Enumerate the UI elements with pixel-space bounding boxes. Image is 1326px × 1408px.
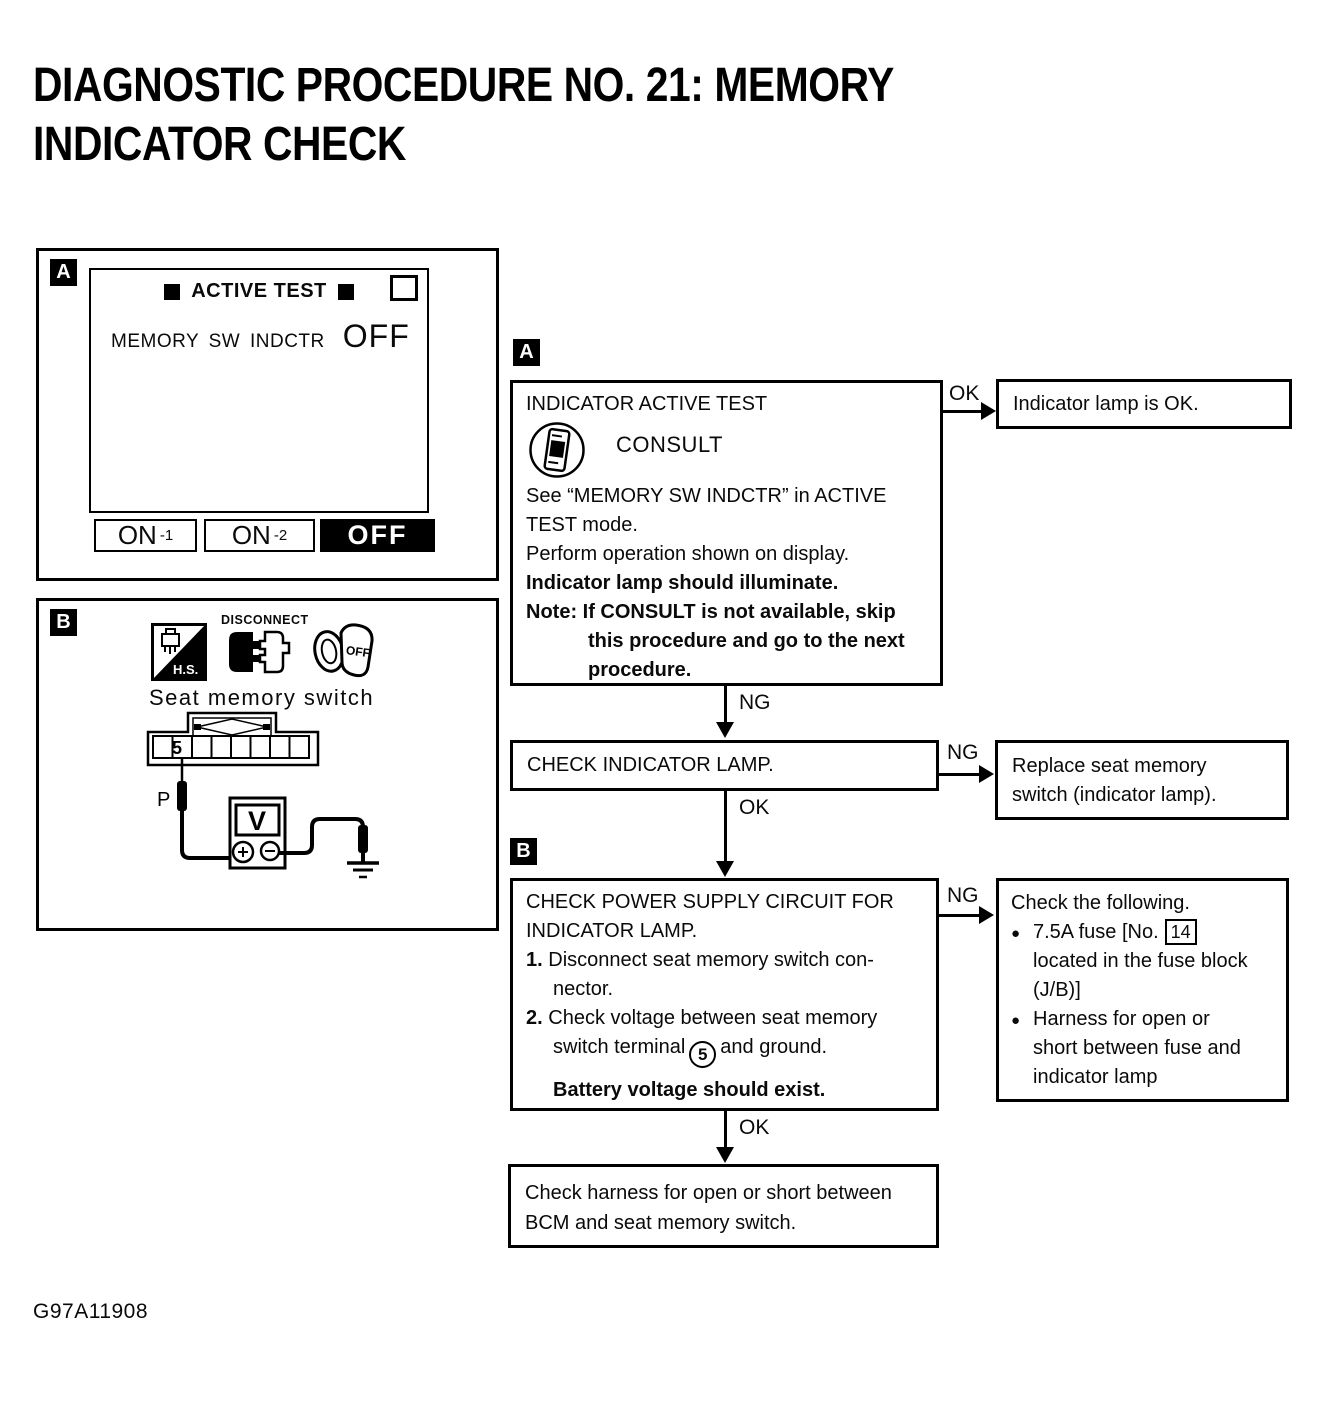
- screen-param-row: [111, 318, 410, 355]
- off-button-text: OFF: [347, 520, 408, 550]
- step3-title-line: INDICATOR LAMP.: [526, 920, 698, 942]
- consult-device-icon: [528, 421, 586, 479]
- plug-right-half: [260, 632, 289, 672]
- black-square-icon: [164, 284, 180, 300]
- ng-label: NG: [947, 741, 979, 764]
- terminal-number: 5: [171, 738, 183, 758]
- arrow-right-icon: [981, 402, 996, 420]
- black-square-icon: [338, 284, 354, 300]
- step3-item2-line: switch terminal 5 and ground.: [526, 1033, 924, 1068]
- disconnect-label: DISCONNECT: [221, 613, 309, 627]
- ng-label: NG: [739, 691, 771, 714]
- bullet-icon: ●: [1011, 925, 1021, 942]
- step3-item2-line: 2. Check voltage between seat memory: [526, 1007, 878, 1029]
- flow-result2-box: [995, 740, 1289, 820]
- result3-bullet-item: ● 7.5A fuse [No. 14 located in the fuse block (J/B)]: [1011, 918, 1276, 1005]
- page-title-line2: INDICATOR CHECK: [33, 118, 406, 171]
- ok-label: OK: [739, 1116, 770, 1139]
- consult-label: CONSULT: [616, 432, 723, 457]
- step3-title-line: CHECK POWER SUPPLY CIRCUIT FOR: [526, 891, 894, 913]
- step1-note-line: Note: If CONSULT is not available, skip: [526, 601, 896, 623]
- screen-header-text: ACTIVE TEST: [191, 280, 327, 302]
- probe-label: P: [157, 789, 171, 811]
- ng-label: NG: [947, 884, 979, 907]
- voltmeter-label: V: [247, 806, 267, 836]
- fuse-number-box: 14: [1165, 919, 1197, 945]
- step4-line: Check harness for open or short between: [525, 1182, 892, 1204]
- step4-line: BCM and seat memory switch.: [525, 1212, 797, 1234]
- ignition-key-off-icon: [311, 619, 377, 681]
- step2-text: CHECK INDICATOR LAMP.: [527, 754, 774, 776]
- figure-b-panel: [36, 598, 499, 931]
- plug-left-half: [229, 632, 259, 672]
- hs-connector-glyph: [162, 634, 179, 646]
- result3-intro: Check the following.: [1011, 892, 1190, 914]
- param-label: MEMORY SW INDCTR: [111, 331, 325, 352]
- connector-line: [724, 1111, 727, 1151]
- ok-label: OK: [949, 382, 980, 405]
- consult-row: [528, 421, 928, 481]
- bullet-icon: ●: [1011, 1012, 1021, 1029]
- figure-b-tag: B: [50, 609, 77, 636]
- result2-line: switch (indicator lamp).: [1012, 784, 1217, 806]
- step1-note-line: this procedure and go to the next: [588, 630, 905, 652]
- step1-line: Perform operation shown on display.: [526, 543, 850, 565]
- disconnect-icon-group: [221, 613, 309, 675]
- step3-item1-line: nector.: [553, 978, 614, 1000]
- connector-line: [939, 914, 981, 917]
- measurement-circuit-diagram: [139, 705, 409, 895]
- arrow-down-icon: [716, 861, 734, 877]
- disconnect-icon: [225, 629, 293, 675]
- result3-bullet-item: ● Harness for open or short between fuse and indicator lamp: [1011, 1005, 1276, 1092]
- hs-tool-icon: [151, 623, 207, 681]
- step1-line: TEST mode.: [526, 514, 638, 536]
- on1-button-text: ON: [117, 520, 157, 550]
- param-value: OFF: [342, 318, 410, 354]
- on2-button-sub: -2: [273, 527, 288, 544]
- probe-wire: [182, 811, 233, 858]
- connector-line: [724, 791, 727, 865]
- flow-section-b-tag: B: [510, 838, 537, 865]
- on1-button-sub: -1: [159, 527, 174, 544]
- flow-step2-box: [510, 740, 939, 791]
- consult-off-button[interactable]: [320, 519, 435, 552]
- figure-a-panel: [36, 248, 499, 581]
- flow-step1-box: [510, 380, 943, 686]
- flow-result1-box: [996, 379, 1292, 429]
- arrow-right-icon: [979, 906, 994, 924]
- flow-step4-box: [508, 1164, 939, 1248]
- terminal-5-circle: 5: [689, 1041, 716, 1068]
- step1-bold-line: Indicator lamp should illuminate.: [526, 572, 839, 594]
- step1-line: See “MEMORY SW INDCTR” in ACTIVE: [526, 485, 887, 507]
- ground-wire: [279, 819, 363, 862]
- flow-step3-box: [510, 878, 939, 1111]
- connector-line: [943, 410, 983, 413]
- connector-line: [939, 773, 981, 776]
- figure-a-tag: A: [50, 259, 77, 286]
- result1-text: Indicator lamp is OK.: [1013, 392, 1199, 415]
- step3-item1-line: 1. Disconnect seat memory switch con-: [526, 949, 874, 971]
- result2-line: Replace seat memory: [1012, 755, 1207, 777]
- step3-item2-number: 2.: [526, 1007, 543, 1029]
- arrow-down-icon: [716, 1147, 734, 1163]
- step3-emphasis: Battery voltage should exist.: [553, 1079, 826, 1101]
- screen-header: [91, 270, 427, 303]
- hs-icon-label: H.S.: [173, 662, 199, 677]
- figure-code: G97A11908: [33, 1300, 149, 1323]
- consult-on1-button[interactable]: [94, 519, 197, 552]
- test-probe: [177, 781, 187, 811]
- step1-title: INDICATOR ACTIVE TEST: [526, 393, 768, 415]
- key-off-label: OFF: [345, 643, 371, 661]
- on2-button-text: ON: [231, 520, 271, 550]
- consult-on2-button[interactable]: [204, 519, 315, 552]
- connector-line: [724, 686, 727, 726]
- flow-section-a-tag: A: [513, 339, 540, 366]
- page-title: [33, 56, 894, 174]
- page-title-line1: DIAGNOSTIC PROCEDURE NO. 21: MEMORY: [33, 59, 894, 112]
- arrow-down-icon: [716, 722, 734, 738]
- arrow-right-icon: [979, 765, 994, 783]
- screen-checkbox: [390, 275, 418, 301]
- ok-label: OK: [739, 796, 770, 819]
- ground-probe: [358, 825, 368, 853]
- consult-screen: [89, 268, 429, 513]
- flow-result3-box: [996, 878, 1289, 1102]
- step3-item1-number: 1.: [526, 949, 543, 971]
- step1-note-line: procedure.: [588, 659, 692, 681]
- connector-title: Seat memory switch: [149, 685, 375, 710]
